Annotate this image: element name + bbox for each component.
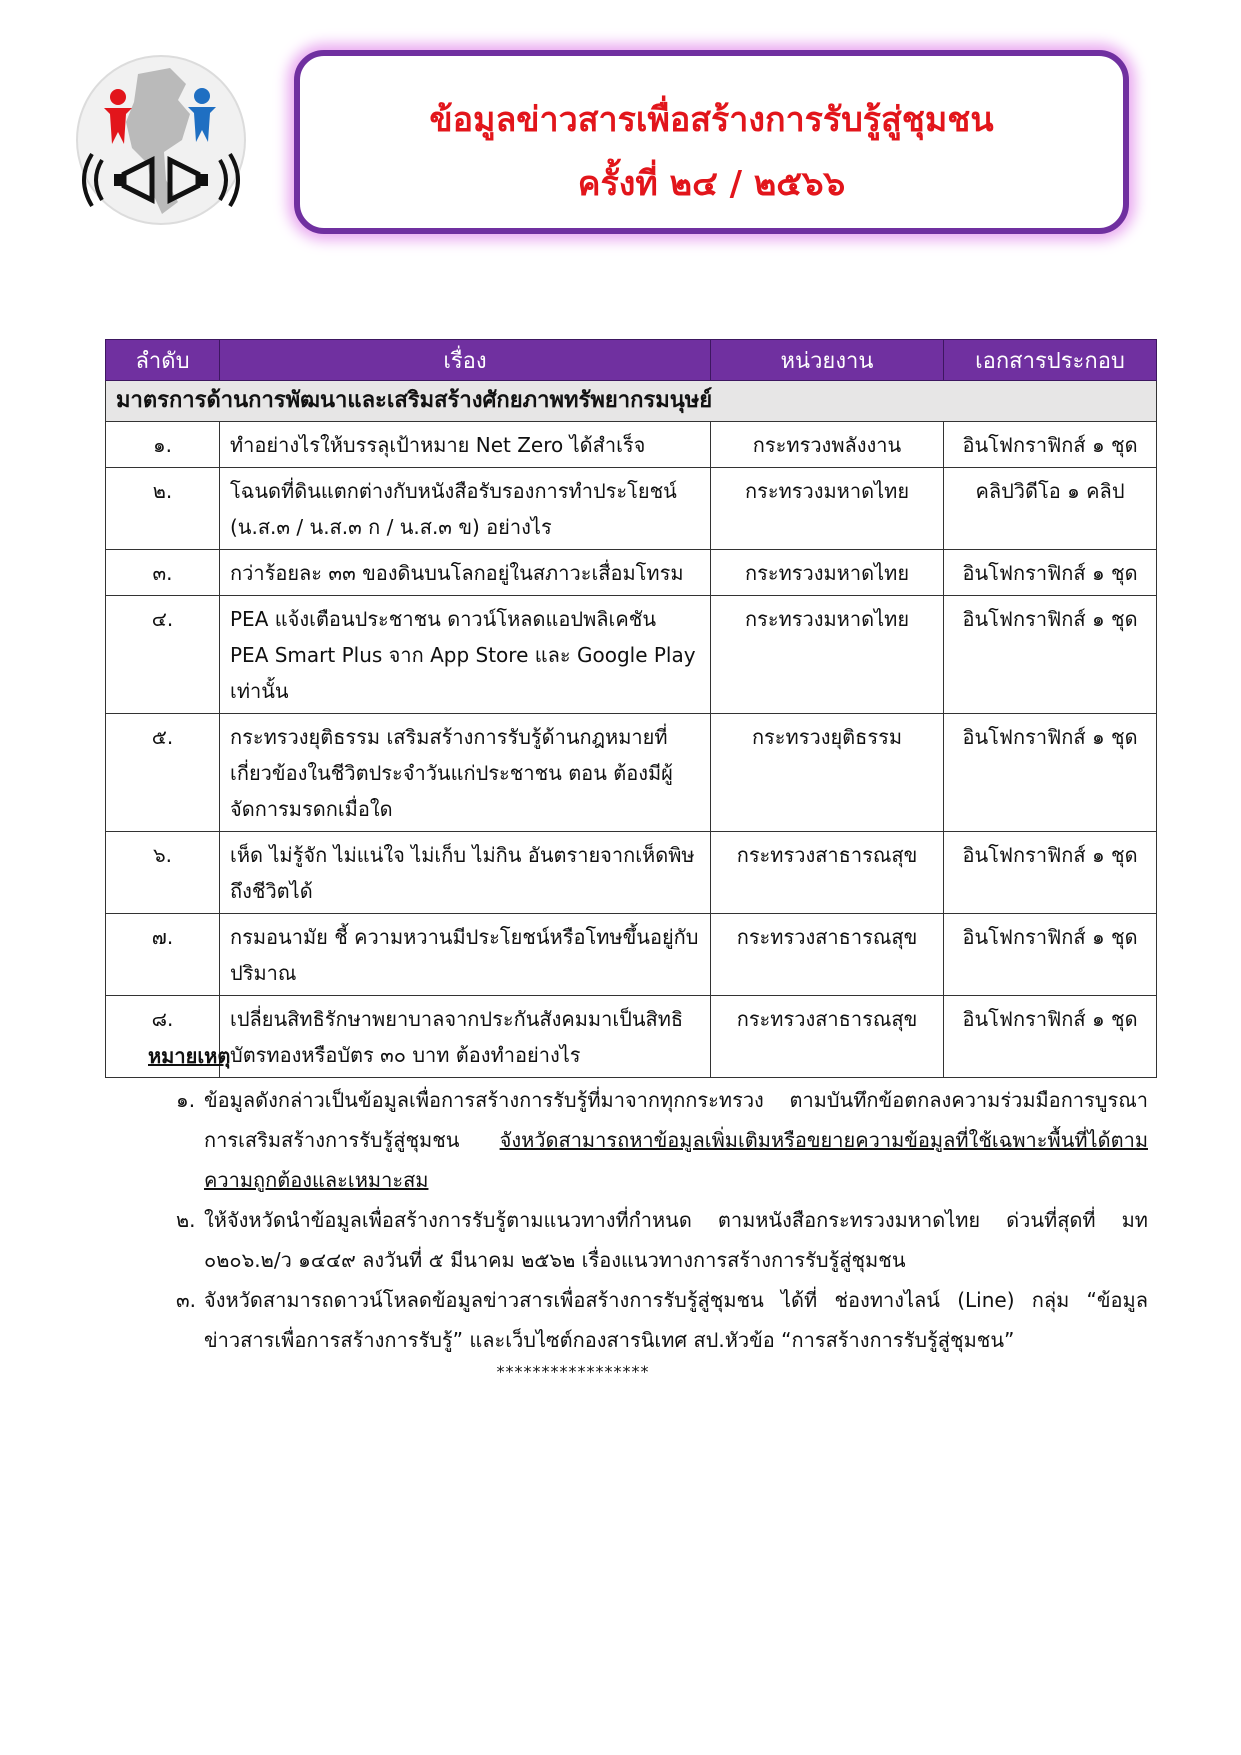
end-separator: ***************** — [496, 1362, 650, 1381]
header-agency: หน่วยงาน — [711, 340, 944, 381]
row-number: ๒. — [106, 468, 220, 550]
table-row — [106, 550, 1157, 596]
row-agency: กระทรวงสาธารณสุข — [711, 996, 944, 1078]
row-agency: กระทรวงยุติธรรม — [711, 714, 944, 832]
note-item — [176, 1080, 1148, 1200]
row-agency: กระทรวงพลังงาน — [711, 422, 944, 468]
header-topic: เรื่อง — [220, 340, 711, 381]
note-text: ให้จังหวัดนำข้อมูลเพื่อสร้างการรับรู้ตามแนวทางที่กำหนด ตามหนังสือกระทรวงมหาดไทย ด่วนที่สุดที่ มท ๐๒๐๖.๒/ว ๑๔๔๙ ลงวันที่ ๕ มีนาคม ๒๕๖๒ เรื่องแนวทางการสร้างการรับรู้สู่ชุมชน — [204, 1208, 1148, 1272]
title-box — [294, 50, 1129, 234]
note-number: ๓. — [176, 1288, 197, 1312]
row-topic: เปลี่ยนสิทธิรักษาพยาบาลจากประกันสังคมมาเป็นสิทธิบัตรทองหรือบัตร ๓๐ บาท ต้องทำอย่างไร — [220, 996, 711, 1078]
row-agency: กระทรวงสาธารณสุข — [711, 914, 944, 996]
row-number: ๔. — [106, 596, 220, 714]
row-topic: ทำอย่างไรให้บรรลุเป้าหมาย Net Zero ได้สำเร็จ — [220, 422, 711, 468]
row-topic: เห็ด ไม่รู้จัก ไม่แน่ใจ ไม่เก็บ ไม่กิน อันตรายจากเห็ดพิษถึงชีวิตได้ — [220, 832, 711, 914]
row-number: ๕. — [106, 714, 220, 832]
section-title: มาตรการด้านการพัฒนาและเสริมสร้างศักยภาพทรัพยากรมนุษย์ — [106, 381, 1157, 422]
row-topic: PEA แจ้งเตือนประชาชน ดาวน์โหลดแอปพลิเคชัน PEA Smart Plus จาก App Store และ Google Play เท่านั้น — [220, 596, 711, 714]
table-row — [106, 596, 1157, 714]
note-number: ๒. — [176, 1208, 196, 1232]
issue-number: ครั้งที่ ๒๔ / ๒๕๖๖ — [577, 164, 846, 204]
header-document: เอกสารประกอบ — [944, 340, 1157, 381]
row-number: ๓. — [106, 550, 220, 596]
note-text: จังหวัดสามารถดาวน์โหลดข้อมูลข่าวสารเพื่อสร้างการรับรู้สู่ชุมชน ได้ที่ ช่องทางไลน์ (Line) กลุ่ม “ข้อมูลข่าวสารเพื่อการสร้างการรับรู้” และเว็บไซต์กองสารนิเทศ สป.หัวข้อ “การสร้างการรับรู้สู่ชุมชน” — [204, 1288, 1148, 1352]
row-topic: โฉนดที่ดินแตกต่างกับหนังสือรับรองการทำประโยชน์ (น.ส.๓ / น.ส.๓ ก / น.ส.๓ ข) อย่างไร — [220, 468, 711, 550]
row-number: ๗. — [106, 914, 220, 996]
row-agency: กระทรวงมหาดไทย — [711, 550, 944, 596]
row-document: อินโฟกราฟิกส์ ๑ ชุด — [944, 914, 1157, 996]
note-text — [204, 1080, 1148, 1200]
header-order: ลำดับ — [106, 340, 220, 381]
section-row — [106, 381, 1157, 422]
row-document: อินโฟกราฟิกส์ ๑ ชุด — [944, 596, 1157, 714]
logo — [66, 52, 256, 232]
note-item — [176, 1200, 1148, 1280]
row-document: อินโฟกราฟิกส์ ๑ ชุด — [944, 714, 1157, 832]
row-topic: กระทรวงยุติธรรม เสริมสร้างการรับรู้ด้านกฎหมายที่เกี่ยวข้องในชีวิตประจำวันแก่ประชาชน ตอน ต้องมีผู้จัดการมรดกเมื่อใด — [220, 714, 711, 832]
note-number: ๑. — [176, 1088, 196, 1112]
note-item — [176, 1280, 1148, 1360]
row-document: คลิปวิดีโอ ๑ คลิป — [944, 468, 1157, 550]
row-document: อินโฟกราฟิกส์ ๑ ชุด — [944, 550, 1157, 596]
row-number: ๑. — [106, 422, 220, 468]
table-header-row — [106, 340, 1157, 381]
row-topic: กว่าร้อยละ ๓๓ ของดินบนโลกอยู่ในสภาวะเสื่อมโทรม — [220, 550, 711, 596]
row-agency: กระทรวงมหาดไทย — [711, 596, 944, 714]
notes-section — [148, 1040, 1148, 1381]
community-megaphone-logo-icon — [66, 52, 256, 232]
row-agency: กระทรวงมหาดไทย — [711, 468, 944, 550]
notes-title: หมายเหตุ — [148, 1044, 231, 1068]
page-title: ข้อมูลข่าวสารเพื่อสร้างการรับรู้สู่ชุมชน — [429, 100, 994, 140]
news-table — [105, 339, 1157, 1078]
row-document: อินโฟกราฟิกส์ ๑ ชุด — [944, 422, 1157, 468]
note-text-part: ข้อมูลดังกล่าวเป็นข้อมูลเพื่อการสร้างการรับรู้ที่มาจากทุกกระทรวง ตามบันทึกข้อตกลงความร่วมมือการบูรณาการเสริมสร้างการรับรู้สู่ชุมชน — [204, 1088, 1148, 1152]
row-document: อินโฟกราฟิกส์ ๑ ชุด — [944, 996, 1157, 1078]
row-document: อินโฟกราฟิกส์ ๑ ชุด — [944, 832, 1157, 914]
row-number: ๖. — [106, 832, 220, 914]
note-emphasis: จังหวัดสามารถหาข้อมูลเพิ่มเติมหรือขยายความข้อมูลที่ใช้เฉพาะพื้นที่ได้ตามความถูกต้องและเหมาะสม — [204, 1128, 1148, 1192]
row-topic: กรมอนามัย ชี้ ความหวานมีประโยชน์หรือโทษขึ้นอยู่กับปริมาณ — [220, 914, 711, 996]
table-row — [106, 468, 1157, 550]
table-row — [106, 714, 1157, 832]
row-number: ๘. — [106, 996, 220, 1078]
row-agency: กระทรวงสาธารณสุข — [711, 832, 944, 914]
table-row — [106, 422, 1157, 468]
table-row — [106, 832, 1157, 914]
table-row — [106, 914, 1157, 996]
